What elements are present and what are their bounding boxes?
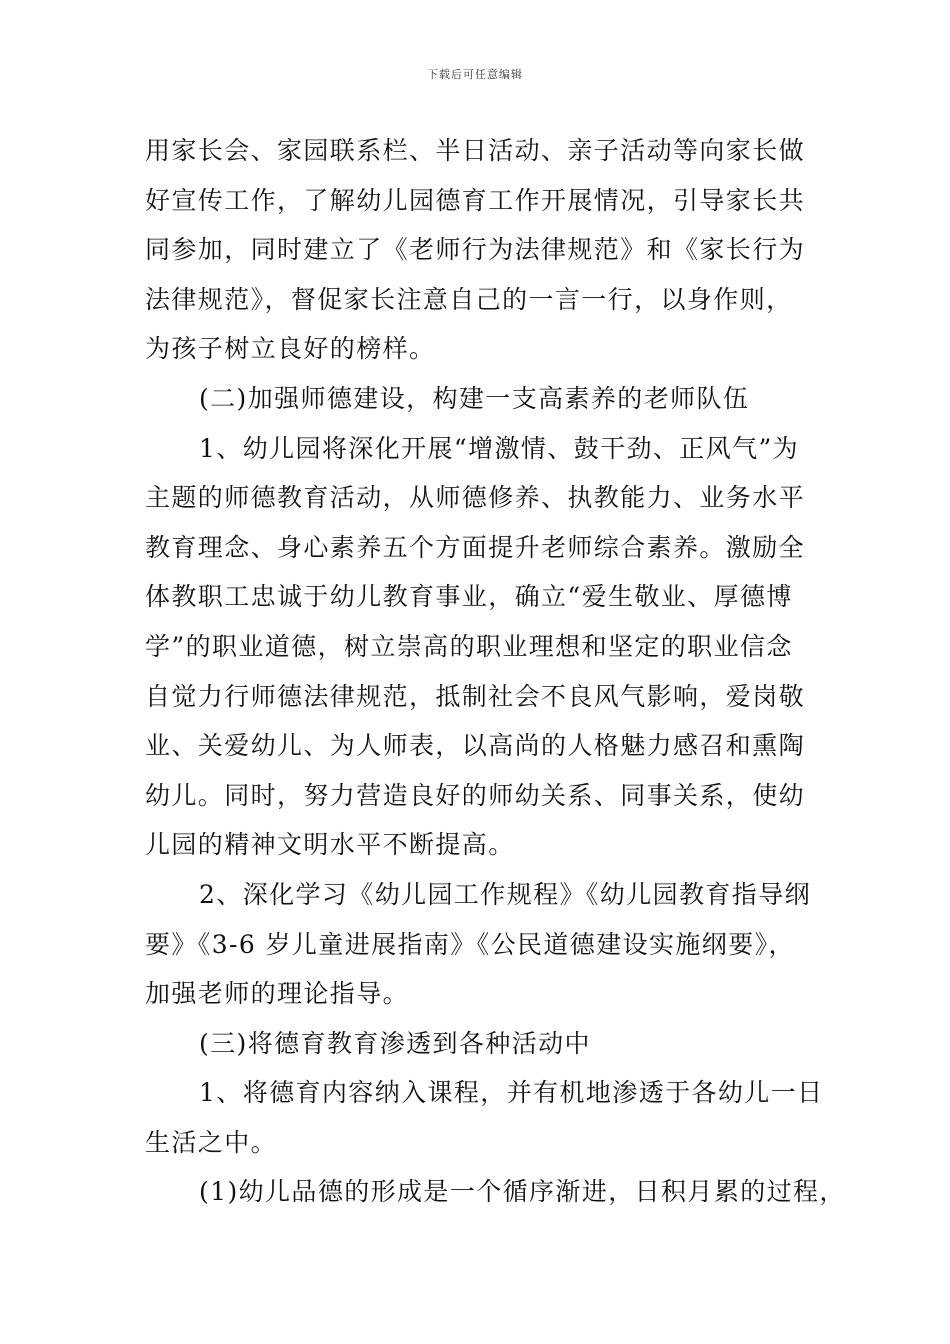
text-line: 同参加，同时建立了《老师行为法律规范》和《家长行为 xyxy=(145,235,806,265)
paragraph-start: (1)幼儿品德的形成是一个循序渐进，日积月累的过程， xyxy=(199,1177,846,1207)
text-line: 要》《3-6 岁儿童进展指南》《公民道德建设实施纲要》， xyxy=(145,929,795,959)
document-body xyxy=(145,126,846,1217)
text-line: 儿园的精神文明水平不断提高。 xyxy=(145,830,515,860)
text-line: 为孩子树立良好的榜样。 xyxy=(145,334,436,364)
text-line: 体教职工忠诚于幼儿教育事业，确立“爱生敬业、厚德博 xyxy=(145,582,793,612)
section-heading: (二)加强师德建设，构建一支高素养的老师队伍 xyxy=(199,383,750,413)
text-line: 幼儿。同时，努力营造良好的师幼关系、同事关系，使幼 xyxy=(145,780,806,810)
text-line: 教育理念、身心素养五个方面提升老师综合素养。激励全 xyxy=(145,532,806,562)
text-line: 法律规范》，督促家长注意自己的一言一行，以身作则， xyxy=(145,284,793,314)
text-line: 用家长会、家园联系栏、半日活动、亲子活动等向家长做 xyxy=(145,136,806,165)
paragraph-start: 2、深化学习《幼儿园工作规程》《幼儿园教育指导纲 xyxy=(199,879,812,909)
section-heading: (三)将德育教育渗透到各种活动中 xyxy=(199,1028,591,1058)
paragraph-start: 1、幼儿园将深化开展“增激情、鼓干劲、正风气”为 xyxy=(199,433,800,463)
text-line: 业、关爱幼儿、为人师表，以高尚的人格魅力感召和熏陶 xyxy=(145,731,806,761)
text-line: 加强老师的理论指导。 xyxy=(145,979,410,1009)
text-line: 生活之中。 xyxy=(145,1127,278,1157)
paragraph-start: 1、将德育内容纳入课程，并有机地渗透于各幼儿一日 xyxy=(199,1078,824,1108)
text-line: 主题的师德教育活动，从师德修养、执教能力、业务水平 xyxy=(145,483,806,513)
page-header: 下载后可任意编辑 xyxy=(427,68,523,81)
text-line: 学”的职业道德，树立崇高的职业理想和坚定的职业信念 xyxy=(145,631,793,661)
text-line: 好宣传工作，了解幼儿园德育工作开展情况，引导家长共 xyxy=(145,185,806,215)
text-line: 自觉力行师德法律规范，抵制社会不良风气影响，爱岗敬 xyxy=(145,681,806,711)
